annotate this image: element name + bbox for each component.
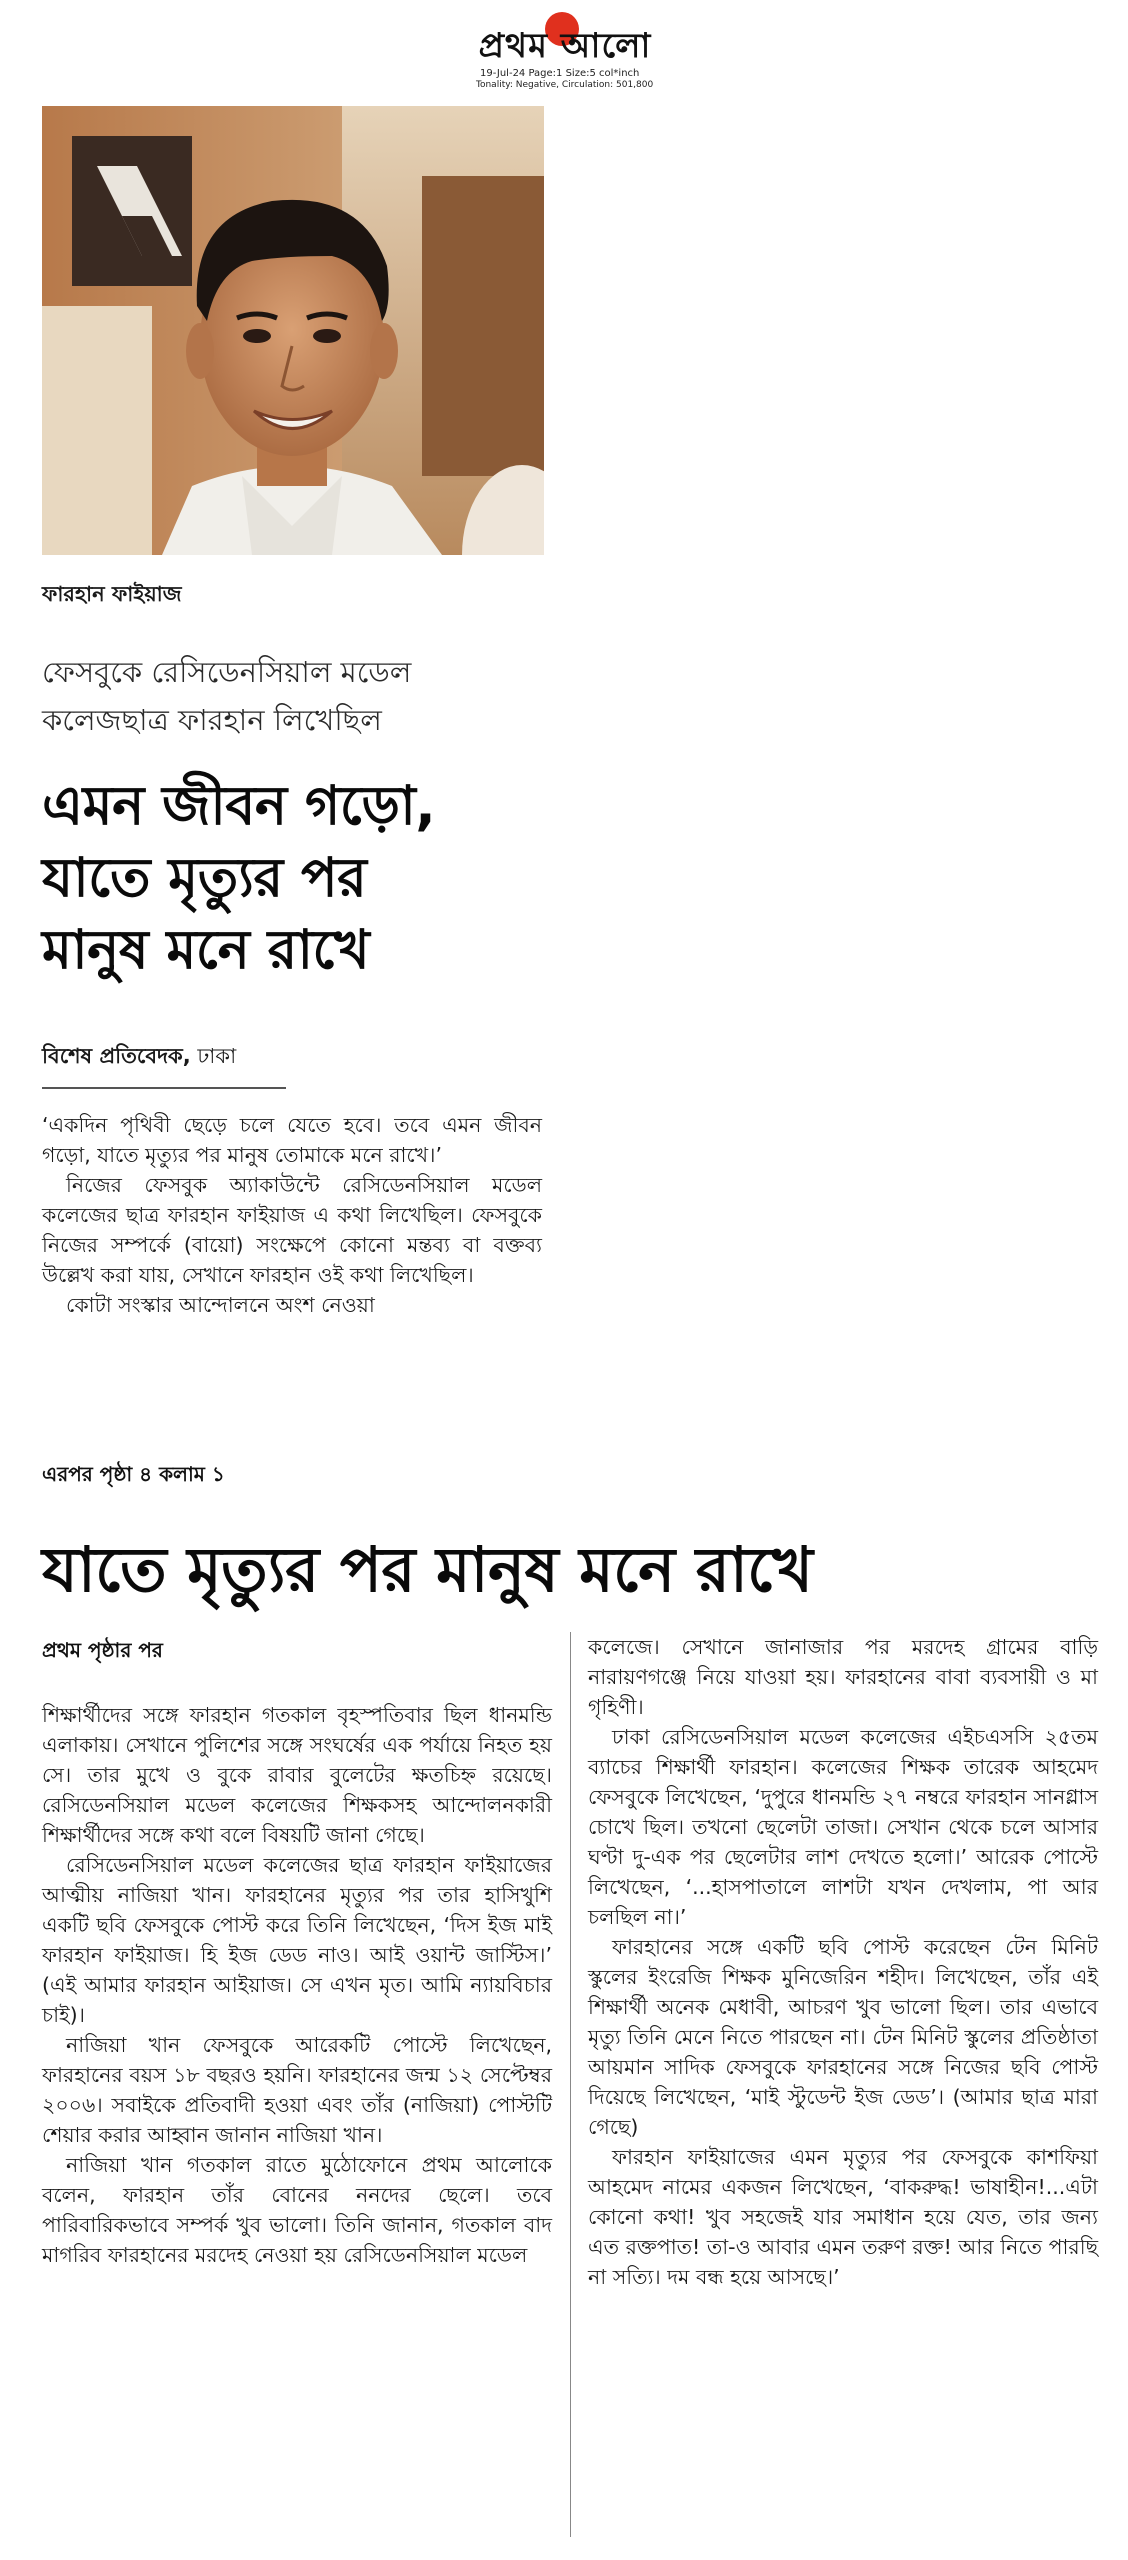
prothom-alo-logo: [445, 12, 685, 66]
column-divider: [570, 1632, 571, 2537]
lead-paragraph: ‘একদিন পৃথিবী ছেড়ে চলে যেতে হবে। তবে এমন জীবন গড়ো, যাতে মৃত্যুর পর মানুষ তোমাকে মনে রাখে।’: [42, 1113, 542, 1167]
body-paragraph: নাজিয়া খান ফেসবুকে আরেকটি পোস্টে লিখেছেন, ফারহানের বয়স ১৮ বছরও হয়নি। ফারহানের জন্ম ১২ সেপ্টেম্বর ২০০৬। সবাইকে প্রতিবাদী হওয়া এবং তাঁর (নাজিয়া) পোস্টটি শেয়ার করার আহ্বান জানান নাজিয়া খান।: [42, 2033, 552, 2147]
byline-divider: [42, 1087, 286, 1089]
masthead: [0, 0, 1128, 100]
lead-paragraph: নিজের ফেসবুক অ্যাকাউন্টে রেসিডেনসিয়াল মডেল কলেজের ছাত্র ফারহান ফাইয়াজ এ কথা লিখেছিল। ফেসবুকে নিজের সম্পর্কে (বায়ো) সংক্ষেপে কোনো মন্তব্য বা বক্তব্য উল্লেখ করা যায়, সেখানে ফারহান ওই কথা লিখেছিল।: [42, 1173, 542, 1287]
body-paragraph: ঢাকা রেসিডেনসিয়াল মডেল কলেজের এইচএসসি ২৫তম ব্যাচের শিক্ষার্থী ফারহান। কলেজের শিক্ষক তারেক আহমেদ ফেসবুকে লিখেছেন, ‘দুপুরে ধানমন্ডি ২৭ নম্বরে ফারহান সানগ্লাস চোখে ছিল। তখনো ছেলেটা তাজা। সেখান থেকে চলে আসার ঘণ্টা দু-এক পর ছেলেটার লাশ দেখতে হলো।’ আরেক পোস্টে লিখেছেন, ‘...হাসপাতালে লাশটা যখন দেখলাম, পা আর চলছিল না।’: [588, 1725, 1098, 1929]
body-paragraph: কলেজে। সেখানে জানাজার পর মরদেহ গ্রামের বাড়ি নারায়ণগঞ্জে নিয়ে যাওয়া হয়। ফারহানের বাবা ব্যবসায়ী ও মা গৃহিণী।: [588, 1635, 1098, 1719]
lead-text: [42, 1110, 542, 1320]
clipping-meta-tonality: Tonality: Negative, Circulation: 501,800: [476, 80, 654, 90]
kicker-line: কলেজছাত্র ফারহান লিখেছিল: [42, 703, 382, 737]
portrait-illustration: [42, 106, 544, 555]
body-paragraph: ফারহানের সঙ্গে একটি ছবি পোস্ট করেছেন টেন মিনিট স্কুলের ইংরেজি শিক্ষক মুনিজেরিন শহীদ। লিখেছেন, তাঁর এই শিক্ষার্থী অনেক মেধাবী, আচরণ খুব ভালো ছিল। তার এভাবে মৃত্যু তিনি মেনে নিতে পারছেন না। টেন মিনিট স্কুলের প্রতিষ্ঠাতা আয়মান সাদিক ফেসবুকে ফারহানের সঙ্গে নিজের ছবি পোস্ট দিয়েছে লিখেছেন, ‘মাই স্টুডেন্ট ইজ ডেড’। (আমার ছাত্র মারা গেছে): [588, 1935, 1098, 2139]
continuation-column-right: [588, 1632, 1098, 2292]
continuation-label: প্রথম পৃষ্ঠার পর: [42, 1638, 163, 1662]
byline: [42, 1040, 236, 1075]
kicker-line: ফেসবুকে রেসিডেনসিয়াল মডেল: [42, 655, 412, 689]
clipping-meta-date: 19-Jul-24 Page:1 Size:5 col*inch: [480, 68, 640, 79]
lead-paragraph: কোটা সংস্কার আন্দোলনে অংশ নেওয়া: [66, 1293, 375, 1317]
kicker: [42, 648, 582, 744]
byline-reporter: বিশেষ প্রতিবেদক,: [42, 1044, 191, 1068]
body-paragraph: নাজিয়া খান গতকাল রাতে মুঠোফোনে প্রথম আলোকে বলেন, ফারহান তাঁর বোনের ননদের ছেলে। তবে পারিবারিকভাবে সম্পর্ক খুব ভালো। তিনি জানান, গতকাল বাদ মাগরিব ফারহানের মরদেহ নেওয়া হয় রেসিডেনসিয়াল মডেল: [42, 2153, 552, 2267]
headline-line: মানুষ মনে রাখে: [42, 918, 370, 981]
logo-text: প্রথম আলো: [478, 26, 652, 66]
headline: [42, 770, 602, 986]
body-paragraph: রেসিডেনসিয়াল মডেল কলেজের ছাত্র ফারহান ফাইয়াজের আত্মীয় নাজিয়া খান। ফারহানের মৃত্যুর পর তার হাসিখুশি একটি ছবি ফেসবুকে পোস্ট করে তিনি লিখেছেন, ‘দিস ইজ মাই ফারহান ফাইয়াজ। হি ইজ ডেড নাও। আই ওয়ান্ট জাস্টিস।’ (এই আমার ফারহান আইয়াজ। সে এখন মৃত। আমি ন্যায়বিচার চাই)।: [42, 1853, 552, 2027]
photo-caption: ফারহান ফাইয়াজ: [42, 582, 182, 606]
jump-line: এরপর পৃষ্ঠা ৪ কলাম ১: [42, 1462, 225, 1486]
byline-place: ঢাকা: [197, 1044, 237, 1068]
continuation-headline: যাতে মৃত্যুর পর মানুষ মনে রাখে: [42, 1533, 813, 1606]
portrait-photo: [42, 106, 544, 555]
body-paragraph: ফারহান ফাইয়াজের এমন মৃত্যুর পর ফেসবুকে কাশফিয়া আহমেদ নামের একজন লিখেছেন, ‘বাকরুদ্ধ! ভাষাহীন!...এটা কোনো কথা! খুব সহজেই যার সমাধান হয়ে যেত, তার জন্য এত রক্তপাত! তা-ও আবার এমন তরুণ রক্ত! আর নিতে পারছি না সত্যি। দম বন্ধ হয়ে আসছে।’: [588, 2145, 1098, 2289]
headline-line: যাতে মৃত্যুর পর: [42, 846, 367, 909]
headline-line: এমন জীবন গড়ো,: [42, 774, 436, 837]
continuation-column-left: [42, 1700, 552, 2270]
body-paragraph: শিক্ষার্থীদের সঙ্গে ফারহান গতকাল বৃহস্পতিবার ছিল ধানমন্ডি এলাকায়। সেখানে পুলিশের সঙ্গে সংঘর্ষের এক পর্যায়ে নিহত হয় সে। তার মুখে ও বুকে রাবার বুলেটের ক্ষতচিহ্ন রয়েছে। রেসিডেনসিয়াল মডেল কলেজের শিক্ষকসহ আন্দোলনকারী শিক্ষার্থীদের সঙ্গে কথা বলে বিষয়টি জানা গেছে।: [42, 1703, 552, 1847]
